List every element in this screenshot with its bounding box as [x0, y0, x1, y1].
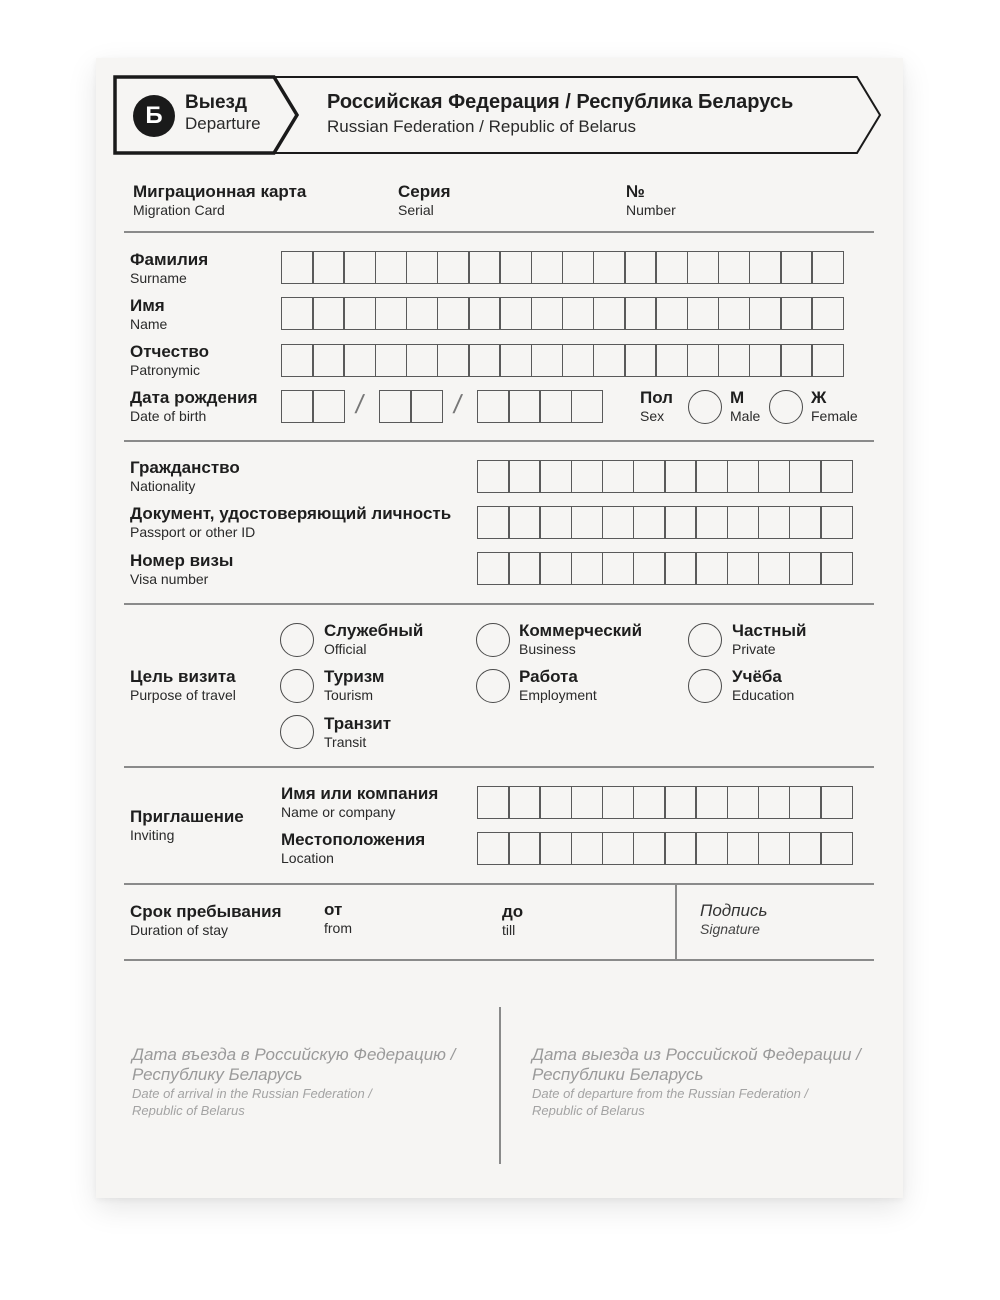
char-cell[interactable]	[718, 344, 751, 377]
char-cell[interactable]	[562, 297, 595, 330]
char-cell[interactable]	[571, 506, 604, 539]
char-cell[interactable]	[468, 344, 501, 377]
char-cell[interactable]	[571, 786, 604, 819]
migration-card-label: Миграционная карта Migration Card	[133, 182, 307, 218]
divider	[124, 231, 874, 233]
dob-year-input[interactable]	[477, 390, 603, 423]
char-cell[interactable]	[531, 344, 564, 377]
char-cell[interactable]	[633, 832, 666, 865]
char-cell[interactable]	[820, 552, 853, 585]
char-cell[interactable]	[664, 506, 697, 539]
char-cell[interactable]	[664, 786, 697, 819]
number-field[interactable]: № Number	[626, 182, 676, 218]
char-cell[interactable]	[499, 344, 532, 377]
char-cell[interactable]	[539, 506, 572, 539]
inviting-label: Приглашение Inviting	[130, 807, 244, 843]
char-cell[interactable]	[539, 460, 572, 493]
char-cell[interactable]	[758, 832, 791, 865]
dob-month-input[interactable]	[379, 390, 443, 423]
passport-input[interactable]	[477, 506, 853, 539]
char-cell[interactable]	[695, 552, 728, 585]
char-cell[interactable]	[820, 786, 853, 819]
signature-field[interactable]: Подпись Signature	[700, 901, 768, 937]
char-cell[interactable]	[695, 506, 728, 539]
dob-label: Дата рождения Date of birth	[130, 388, 258, 424]
char-cell[interactable]	[477, 832, 510, 865]
inviting-location-input[interactable]	[477, 832, 853, 865]
divider	[124, 959, 874, 961]
char-cell[interactable]	[499, 251, 532, 284]
char-cell[interactable]	[477, 390, 510, 423]
char-cell[interactable]	[312, 251, 345, 284]
inviting-name-label: Имя или компания Name or company	[281, 784, 439, 820]
char-cell[interactable]	[571, 460, 604, 493]
char-cell[interactable]	[727, 786, 760, 819]
purpose-business-label: Коммерческий Business	[519, 621, 643, 657]
char-cell[interactable]	[508, 832, 541, 865]
char-cell[interactable]	[789, 506, 822, 539]
char-cell[interactable]	[727, 460, 760, 493]
char-cell[interactable]	[602, 786, 635, 819]
surname-input[interactable]	[281, 251, 844, 284]
char-cell[interactable]	[780, 344, 813, 377]
visa-label: Номер визы Visa number	[130, 551, 234, 587]
purpose-education-label: Учёба Education	[732, 667, 795, 703]
char-cell[interactable]	[624, 251, 657, 284]
visa-input[interactable]	[477, 552, 853, 585]
purpose-private-label: Частный Private	[732, 621, 807, 657]
char-cell[interactable]	[633, 552, 666, 585]
purpose-education-radio[interactable]	[688, 669, 722, 703]
char-cell[interactable]	[312, 297, 345, 330]
char-cell[interactable]	[539, 786, 572, 819]
arrival-stamp-area: Дата въезда в Российскую Федерацию / Республику Беларусь Date of arrival in the Russian Federation / Republic of Belarus	[132, 1045, 456, 1118]
patronymic-label: Отчество Patronymic	[130, 342, 210, 378]
purpose-official-radio[interactable]	[280, 623, 314, 657]
char-cell[interactable]	[820, 506, 853, 539]
char-cell[interactable]	[811, 297, 844, 330]
char-cell[interactable]	[312, 344, 345, 377]
char-cell[interactable]	[602, 460, 635, 493]
passport-label: Документ, удостоверяющий личность Passport or other ID	[130, 504, 452, 540]
char-cell[interactable]	[811, 251, 844, 284]
char-cell[interactable]	[727, 552, 760, 585]
purpose-business-radio[interactable]	[476, 623, 510, 657]
purpose-tourism-radio[interactable]	[280, 669, 314, 703]
char-cell[interactable]	[539, 390, 572, 423]
header-banner	[0, 0, 1000, 170]
char-cell[interactable]	[820, 460, 853, 493]
female-label: Ж Female	[811, 388, 858, 424]
char-cell[interactable]	[602, 832, 635, 865]
char-cell[interactable]	[281, 344, 314, 377]
char-cell[interactable]	[468, 251, 501, 284]
char-cell[interactable]	[468, 297, 501, 330]
surname-label: Фамилия Surname	[130, 250, 209, 286]
purpose-employment-label: Работа Employment	[519, 667, 597, 703]
inviting-location-label: Местоположения Location	[281, 830, 426, 866]
char-cell[interactable]	[749, 344, 782, 377]
char-cell[interactable]	[571, 552, 604, 585]
date-separator: /	[451, 389, 464, 419]
char-cell[interactable]	[593, 251, 626, 284]
purpose-private-radio[interactable]	[688, 623, 722, 657]
char-cell[interactable]	[749, 251, 782, 284]
nationality-label: Гражданство Nationality	[130, 458, 240, 494]
char-cell[interactable]	[562, 344, 595, 377]
char-cell[interactable]	[343, 297, 376, 330]
signature-divider	[675, 884, 677, 960]
char-cell[interactable]	[655, 344, 688, 377]
char-cell[interactable]	[508, 390, 541, 423]
name-label: Имя Name	[130, 296, 168, 332]
char-cell[interactable]	[406, 344, 439, 377]
char-cell[interactable]	[281, 251, 314, 284]
char-cell[interactable]	[727, 506, 760, 539]
char-cell[interactable]	[343, 251, 376, 284]
char-cell[interactable]	[749, 297, 782, 330]
char-cell[interactable]	[406, 297, 439, 330]
char-cell[interactable]	[410, 390, 443, 423]
char-cell[interactable]	[655, 297, 688, 330]
country-title-ru: Российская Федерация / Республика Беларусь	[327, 91, 794, 113]
stay-label: Срок пребывания Duration of stay	[130, 902, 282, 938]
purpose-employment-radio[interactable]	[476, 669, 510, 703]
departure-badge-icon: Б	[133, 95, 175, 137]
char-cell[interactable]	[562, 251, 595, 284]
char-cell[interactable]	[727, 832, 760, 865]
char-cell[interactable]	[508, 460, 541, 493]
char-cell[interactable]	[695, 460, 728, 493]
char-cell[interactable]	[406, 251, 439, 284]
char-cell[interactable]	[758, 552, 791, 585]
char-cell[interactable]	[531, 297, 564, 330]
char-cell[interactable]	[602, 506, 635, 539]
sex-female-radio[interactable]	[769, 390, 803, 424]
char-cell[interactable]	[508, 552, 541, 585]
char-cell[interactable]	[789, 552, 822, 585]
male-label: М Male	[730, 388, 761, 424]
char-cell[interactable]	[531, 251, 564, 284]
char-cell[interactable]	[718, 251, 751, 284]
char-cell[interactable]	[758, 786, 791, 819]
char-cell[interactable]	[375, 297, 408, 330]
char-cell[interactable]	[539, 832, 572, 865]
divider	[124, 766, 874, 768]
char-cell[interactable]	[780, 251, 813, 284]
char-cell[interactable]	[687, 344, 720, 377]
dob-day-input[interactable]	[281, 390, 345, 423]
char-cell[interactable]	[281, 297, 314, 330]
country-title-en: Russian Federation / Republic of Belarus	[327, 117, 636, 136]
char-cell[interactable]	[718, 297, 751, 330]
char-cell[interactable]	[811, 344, 844, 377]
serial-field[interactable]: Серия Serial	[398, 182, 451, 218]
char-cell[interactable]	[664, 552, 697, 585]
divider	[124, 603, 874, 605]
departure-stamp-area: Дата выезда из Российской Федерации / Республики Беларусь Date of departure from the Russian Federation / Republic of Belarus	[532, 1045, 861, 1118]
direction-en: Departure	[185, 114, 261, 133]
char-cell[interactable]	[820, 832, 853, 865]
char-cell[interactable]	[281, 390, 314, 423]
char-cell[interactable]	[571, 390, 604, 423]
stay-from-field[interactable]: от from	[324, 900, 352, 936]
char-cell[interactable]	[312, 390, 345, 423]
char-cell[interactable]	[664, 832, 697, 865]
divider	[124, 440, 874, 442]
sex-male-radio[interactable]	[688, 390, 722, 424]
char-cell[interactable]	[687, 251, 720, 284]
char-cell[interactable]	[375, 251, 408, 284]
char-cell[interactable]	[687, 297, 720, 330]
direction-ru: Выезд	[185, 92, 248, 113]
char-cell[interactable]	[477, 506, 510, 539]
purpose-official-label: Служебный Official	[324, 621, 424, 657]
char-cell[interactable]	[789, 786, 822, 819]
stamp-divider	[499, 1007, 501, 1164]
char-cell[interactable]	[499, 297, 532, 330]
divider	[124, 883, 874, 885]
name-input[interactable]	[281, 297, 844, 330]
char-cell[interactable]	[375, 344, 408, 377]
purpose-transit-label: Транзит Transit	[324, 714, 392, 750]
purpose-tourism-label: Туризм Tourism	[324, 667, 385, 703]
char-cell[interactable]	[477, 786, 510, 819]
char-cell[interactable]	[477, 460, 510, 493]
purpose-label: Цель визита Purpose of travel	[130, 667, 236, 703]
char-cell[interactable]	[437, 297, 470, 330]
char-cell[interactable]	[477, 552, 510, 585]
patronymic-input[interactable]	[281, 344, 844, 377]
inviting-name-input[interactable]	[477, 786, 853, 819]
char-cell[interactable]	[624, 344, 657, 377]
char-cell[interactable]	[571, 832, 604, 865]
char-cell[interactable]	[593, 297, 626, 330]
char-cell[interactable]	[664, 460, 697, 493]
char-cell[interactable]	[437, 344, 470, 377]
char-cell[interactable]	[780, 297, 813, 330]
char-cell[interactable]	[633, 506, 666, 539]
purpose-transit-radio[interactable]	[280, 715, 314, 749]
char-cell[interactable]	[758, 460, 791, 493]
char-cell[interactable]	[343, 344, 376, 377]
char-cell[interactable]	[695, 786, 728, 819]
char-cell[interactable]	[758, 506, 791, 539]
char-cell[interactable]	[508, 786, 541, 819]
char-cell[interactable]	[508, 506, 541, 539]
char-cell[interactable]	[789, 460, 822, 493]
char-cell[interactable]	[633, 786, 666, 819]
sex-label: Пол Sex	[640, 388, 673, 424]
date-separator: /	[353, 389, 366, 419]
nationality-input[interactable]	[477, 460, 853, 493]
char-cell[interactable]	[539, 552, 572, 585]
char-cell[interactable]	[379, 390, 412, 423]
char-cell[interactable]	[437, 251, 470, 284]
char-cell[interactable]	[789, 832, 822, 865]
char-cell[interactable]	[633, 460, 666, 493]
char-cell[interactable]	[655, 251, 688, 284]
char-cell[interactable]	[624, 297, 657, 330]
char-cell[interactable]	[695, 832, 728, 865]
char-cell[interactable]	[593, 344, 626, 377]
stay-till-field[interactable]: до till	[502, 902, 524, 938]
char-cell[interactable]	[602, 552, 635, 585]
